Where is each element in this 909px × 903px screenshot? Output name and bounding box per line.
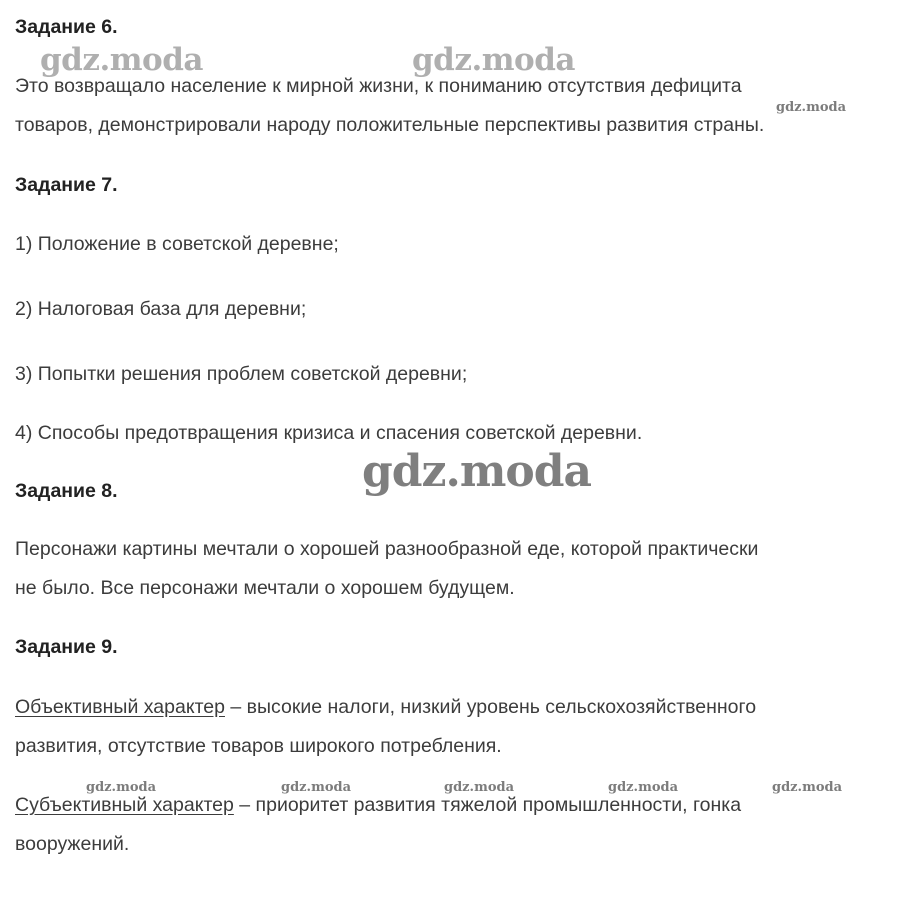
watermark: gdz.moda [608,780,679,795]
task-7-item-1: 1) Положение в советской деревне; [15,233,339,255]
watermark: gdz.moda [40,42,203,78]
subjective-term: Субъективный характер [15,794,234,816]
objective-description: – высокие налоги, низкий уровень сельскохозяйственного [224,696,757,718]
task-8-heading: Задание 8. [15,480,118,502]
objective-term: Объективный характер [15,696,225,718]
task-7-item-2: 2) Налоговая база для деревни; [15,298,307,320]
task-9-subjective-line-1 [15,786,905,825]
task-9-subjective [15,786,905,864]
task-9-objective [15,688,905,766]
task-7-heading: Задание 7. [15,174,118,196]
task-9-objective-line-1 [15,688,905,727]
watermark: gdz.moda [772,780,843,795]
task-9-heading: Задание 9. [15,636,118,658]
watermark: gdz.moda [281,780,352,795]
task-6-line-2: товаров, демонстрировали народу положительные перспективы развития страны. [15,114,765,136]
watermark: gdz.moda [412,42,575,78]
task-6-heading: Задание 6. [15,16,118,38]
task-9-subjective-line-2: вооружений. [15,833,130,855]
subjective-description: – приоритет развития тяжелой промышленности, гонка [233,794,742,816]
task-6-answer [15,67,905,145]
task-9-objective-line-2: развития, отсутствие товаров широкого потребления. [15,735,502,757]
watermark: gdz.moda [362,446,592,497]
watermark: gdz.moda [86,780,157,795]
task-7-item-4: 4) Способы предотвращения кризиса и спасения советской деревни. [15,422,643,444]
task-8-answer [15,530,905,608]
watermark: gdz.moda [776,100,847,115]
task-8-line-1: Персонажи картины мечтали о хорошей разнообразной еде, которой практически [15,538,759,560]
task-7-item-3: 3) Попытки решения проблем советской деревни; [15,363,468,385]
task-8-line-2: не было. Все персонажи мечтали о хорошем будущем. [15,577,515,599]
watermark: gdz.moda [444,780,515,795]
task-6-line-1: Это возвращало население к мирной жизни, к пониманию отсутствия дефицита [15,75,742,97]
